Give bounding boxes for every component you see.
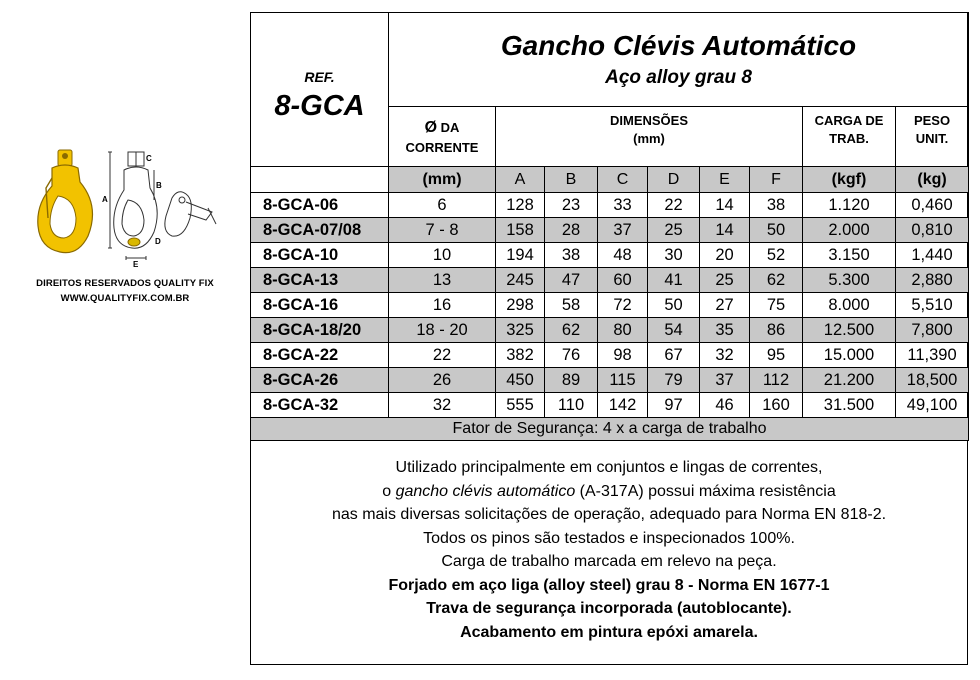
- row-f: 86: [750, 318, 803, 343]
- row-e: 27: [700, 293, 750, 318]
- row-a: 450: [496, 368, 545, 393]
- yellow-hook-icon: [38, 150, 93, 253]
- unit-dd: D: [648, 167, 700, 193]
- row-weight: 11,390: [896, 343, 969, 368]
- row-c: 37: [598, 218, 648, 243]
- row-d: 30: [648, 243, 700, 268]
- desc-line-2: [251, 480, 967, 504]
- col-diameter-header: [389, 107, 496, 167]
- table-row: [251, 293, 969, 318]
- row-b: 62: [545, 318, 598, 343]
- unit-a: A: [496, 167, 545, 193]
- row-f: 75: [750, 293, 803, 318]
- desc-line-4: Todos os pinos são testados e inspecionados 100%.: [423, 529, 795, 547]
- unit-d: (mm): [389, 167, 496, 193]
- row-diameter: 18 - 20: [389, 318, 496, 343]
- table-row: [251, 393, 969, 418]
- row-diameter: 7 - 8: [389, 218, 496, 243]
- row-diameter: 22: [389, 343, 496, 368]
- row-c: 72: [598, 293, 648, 318]
- row-ref: 8-GCA-18/20: [251, 318, 389, 343]
- left-panel: [0, 0, 250, 680]
- rights-reserved: DIREITOS RESERVADOS QUALITY FIX: [36, 278, 214, 289]
- row-weight: 18,500: [896, 368, 969, 393]
- row-weight: 0,460: [896, 193, 969, 218]
- unit-b: B: [545, 167, 598, 193]
- label-d: D: [155, 237, 161, 246]
- dimensions-label: DIMENSÕES: [609, 112, 688, 128]
- row-c: 115: [598, 368, 648, 393]
- row-weight: 1,440: [896, 243, 969, 268]
- row-a: 128: [496, 193, 545, 218]
- row-a: 158: [496, 218, 545, 243]
- row-ref: 8-GCA-06: [251, 193, 389, 218]
- row-f: 52: [750, 243, 803, 268]
- row-a: 555: [496, 393, 545, 418]
- safety-row: [251, 418, 969, 441]
- weight-label-2: UNIT.: [915, 130, 949, 146]
- row-e: 25: [700, 268, 750, 293]
- row-ref: 8-GCA-10: [251, 243, 389, 268]
- label-b: B: [156, 181, 162, 190]
- row-weight: 0,810: [896, 218, 969, 243]
- row-ref: 8-GCA-26: [251, 368, 389, 393]
- row-a: 194: [496, 243, 545, 268]
- label-e: E: [133, 260, 139, 268]
- row-b: 76: [545, 343, 598, 368]
- row-c: 33: [598, 193, 648, 218]
- ref-code: 8-GCA: [274, 90, 365, 122]
- table-row: [251, 318, 969, 343]
- row-load: 1.120: [803, 193, 896, 218]
- row-c: 60: [598, 268, 648, 293]
- row-e: 35: [700, 318, 750, 343]
- desc-line-2-suffix: (A-317A) possui máxima resistência: [575, 482, 836, 500]
- row-a: 298: [496, 293, 545, 318]
- row-f: 112: [750, 368, 803, 393]
- row-weight: 5,510: [896, 293, 969, 318]
- row-e: 20: [700, 243, 750, 268]
- table-row: [251, 368, 969, 393]
- unit-load: (kgf): [803, 167, 896, 193]
- row-d: 97: [648, 393, 700, 418]
- page-subtitle: Aço alloy grau 8: [605, 67, 752, 88]
- unit-e: E: [700, 167, 750, 193]
- row-d: 79: [648, 368, 700, 393]
- load-label-1: CARGA DE: [814, 112, 884, 128]
- dimensions-unit: (mm): [633, 130, 665, 146]
- row-weight: 49,100: [896, 393, 969, 418]
- units-blank: [251, 167, 389, 193]
- technical-drawing-icon: [108, 152, 216, 260]
- row-weight: 2,880: [896, 268, 969, 293]
- desc-line-2-italic: gancho clévis automático: [395, 482, 576, 500]
- safety-note: Fator de Segurança: 4 x a carga de trabalho: [251, 418, 969, 441]
- weight-label-1: PESO: [913, 112, 951, 128]
- unit-weight: (kg): [896, 167, 969, 193]
- table-row: [251, 193, 969, 218]
- page-title: Gancho Clévis Automático: [500, 30, 857, 61]
- row-ref: 8-GCA-07/08: [251, 218, 389, 243]
- row-d: 41: [648, 268, 700, 293]
- desc-line-2-prefix: o: [382, 482, 396, 500]
- row-f: 95: [750, 343, 803, 368]
- row-d: 50: [648, 293, 700, 318]
- row-diameter: 10: [389, 243, 496, 268]
- col-dimensions-header: [496, 107, 803, 167]
- row-b: 110: [545, 393, 598, 418]
- row-load: 31.500: [803, 393, 896, 418]
- row-a: 325: [496, 318, 545, 343]
- spec-sheet: [250, 12, 968, 665]
- row-e: 14: [700, 218, 750, 243]
- desc-line-3: nas mais diversas solicitações de operação, adequado para Norma EN 818-2.: [331, 506, 887, 523]
- row-e: 46: [700, 393, 750, 418]
- table-row: [251, 343, 969, 368]
- row-c: 98: [598, 343, 648, 368]
- description: [251, 441, 967, 644]
- row-f: 38: [750, 193, 803, 218]
- row-diameter: 13: [389, 268, 496, 293]
- row-load: 15.000: [803, 343, 896, 368]
- hook-illustration: [22, 148, 227, 268]
- row-load: 8.000: [803, 293, 896, 318]
- ref-label: REF.: [304, 69, 335, 85]
- row-a: 382: [496, 343, 545, 368]
- label-c: C: [146, 154, 152, 163]
- unit-c: C: [598, 167, 648, 193]
- row-ref: 8-GCA-13: [251, 268, 389, 293]
- ref-cell: [251, 13, 389, 167]
- unit-f: F: [750, 167, 803, 193]
- desc-line-5: Carga de trabalho marcada em relevo na peça.: [441, 553, 777, 570]
- row-load: 2.000: [803, 218, 896, 243]
- row-b: 47: [545, 268, 598, 293]
- diameter-corrente: CORRENTE: [405, 139, 479, 155]
- desc-bold-2: Trava de segurança incorporada (autoblocante).: [426, 600, 792, 617]
- row-b: 23: [545, 193, 598, 218]
- row-b: 28: [545, 218, 598, 243]
- desc-bold-3: Acabamento em pintura epóxi amarela.: [460, 623, 758, 641]
- row-diameter: 32: [389, 393, 496, 418]
- row-d: 25: [648, 218, 700, 243]
- row-diameter: 26: [389, 368, 496, 393]
- spec-table: [250, 12, 969, 441]
- row-a: 245: [496, 268, 545, 293]
- row-diameter: 16: [389, 293, 496, 318]
- row-b: 38: [545, 243, 598, 268]
- row-ref: 8-GCA-32: [251, 393, 389, 418]
- diameter-da: DA: [440, 119, 460, 135]
- row-c: 142: [598, 393, 648, 418]
- label-a: A: [102, 195, 108, 204]
- desc-line-1: Utilizado principalmente em conjuntos e lingas de correntes,: [395, 459, 823, 476]
- row-load: 5.300: [803, 268, 896, 293]
- col-load-header: [803, 107, 896, 167]
- website-url: WWW.QUALITYFIX.COM.BR: [60, 293, 190, 304]
- row-d: 54: [648, 318, 700, 343]
- row-weight: 7,800: [896, 318, 969, 343]
- load-label-2: TRAB.: [829, 130, 869, 146]
- row-e: 37: [700, 368, 750, 393]
- units-row: [251, 167, 969, 193]
- row-ref: 8-GCA-16: [251, 293, 389, 318]
- table-row: [251, 243, 969, 268]
- title-cell: [389, 13, 969, 107]
- row-d: 67: [648, 343, 700, 368]
- row-d: 22: [648, 193, 700, 218]
- col-weight-header: [896, 107, 969, 167]
- row-f: 62: [750, 268, 803, 293]
- row-b: 89: [545, 368, 598, 393]
- diameter-symbol: Ø: [424, 118, 438, 136]
- row-b: 58: [545, 293, 598, 318]
- row-e: 32: [700, 343, 750, 368]
- row-f: 50: [750, 218, 803, 243]
- row-ref: 8-GCA-22: [251, 343, 389, 368]
- row-load: 12.500: [803, 318, 896, 343]
- desc-bold-1: Forjado em aço liga (alloy steel) grau 8 - Norma EN 1677-1: [388, 576, 830, 594]
- row-c: 80: [598, 318, 648, 343]
- table-row: [251, 268, 969, 293]
- row-load: 3.150: [803, 243, 896, 268]
- row-c: 48: [598, 243, 648, 268]
- row-e: 14: [700, 193, 750, 218]
- row-diameter: 6: [389, 193, 496, 218]
- row-load: 21.200: [803, 368, 896, 393]
- row-f: 160: [750, 393, 803, 418]
- table-row: [251, 218, 969, 243]
